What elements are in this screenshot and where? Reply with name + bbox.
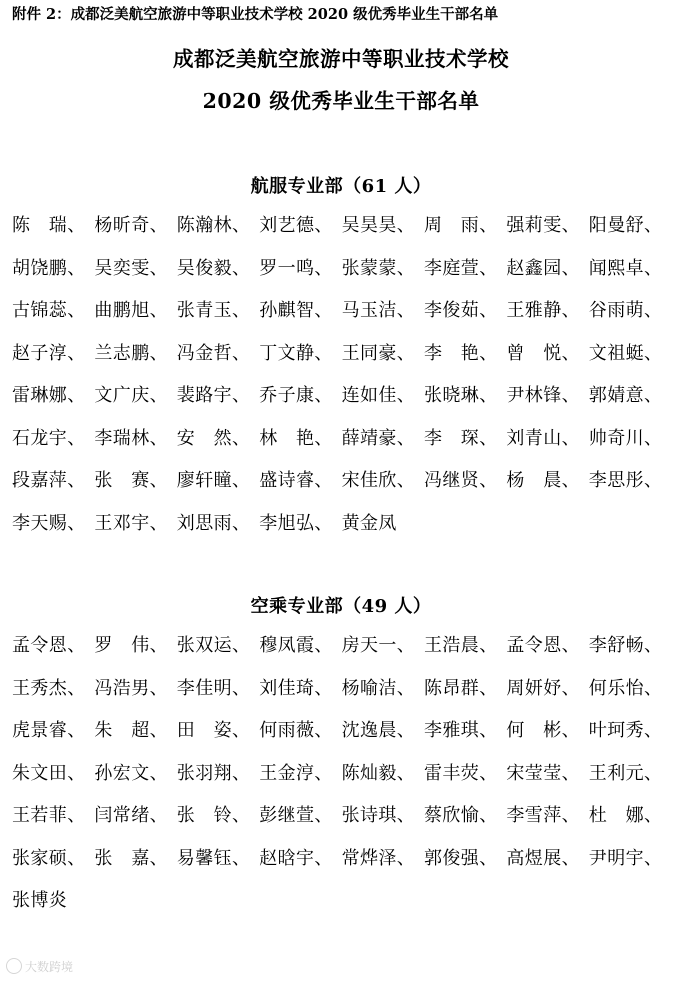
person-name: 张蒙蒙、 (341, 257, 416, 279)
person-name: 王金涥、 (259, 762, 333, 784)
person-name: 杨 晨、 (506, 470, 580, 491)
person-name: 安 然、 (176, 427, 251, 449)
person-name: 陈昂群、 (424, 677, 498, 699)
person-name: 陈 瑞、 (12, 215, 86, 236)
person-name: 张博炎 (12, 890, 68, 911)
person-name: 刘艺德、 (259, 215, 333, 236)
person-name: 王邓宇、 (94, 512, 168, 534)
person-name: 蔡欣愉、 (424, 805, 498, 826)
person-name: 谷雨萌、 (588, 300, 663, 321)
person-name: 李佳明、 (176, 677, 251, 699)
person-name: 雷琳娜、 (12, 385, 86, 406)
person-name: 张 嘉、 (94, 847, 168, 869)
section-heading-kongcheng: 空乘专业部（49 人） (250, 596, 432, 617)
person-name: 李 琛、 (424, 427, 498, 449)
person-name: 林 艳、 (259, 427, 333, 449)
person-name: 盛诗睿、 (259, 470, 333, 491)
person-name: 李舒畅、 (588, 635, 663, 656)
person-name: 古锦蕊、 (12, 300, 86, 321)
person-name: 孟令恩、 (12, 635, 86, 656)
person-name: 田 姿、 (176, 720, 251, 741)
person-name: 刘佳琦、 (259, 677, 333, 699)
person-name: 彭继萱、 (259, 805, 333, 826)
person-name: 裴路宇、 (176, 385, 251, 406)
person-name: 闻熙卓、 (588, 257, 663, 279)
person-name: 王雅静、 (506, 300, 580, 321)
person-name: 薛靖豪、 (341, 427, 416, 449)
person-name: 尹明宇、 (588, 847, 663, 869)
person-name: 强莉雯、 (506, 215, 580, 236)
person-name: 王秀杰、 (12, 677, 86, 699)
person-name: 文祖蜓、 (588, 342, 663, 364)
person-name: 连如佳、 (341, 385, 416, 406)
person-name: 阳曼舒、 (588, 215, 663, 236)
person-name: 周妍妤、 (506, 677, 580, 699)
person-name: 李旭弘、 (259, 512, 333, 534)
person-name: 张 铃、 (176, 805, 251, 826)
person-name: 丁文静、 (259, 342, 333, 364)
watermark-logo-icon (6, 958, 22, 974)
person-name: 李俊茹、 (424, 300, 498, 321)
person-name: 李庭萱、 (424, 257, 498, 279)
person-name: 房天一、 (341, 635, 416, 656)
person-name: 张 赛、 (94, 470, 168, 491)
person-name: 王若菲、 (12, 805, 86, 826)
person-name: 常烨泽、 (341, 847, 416, 869)
person-name: 易馨钰、 (176, 847, 251, 869)
person-name: 王浩晨、 (424, 635, 498, 656)
person-name: 冯继贤、 (424, 470, 498, 491)
person-name: 罗一鸣、 (259, 257, 333, 279)
person-name: 王利元、 (588, 762, 663, 784)
person-name: 张双运、 (176, 635, 251, 656)
watermark (6, 958, 73, 975)
person-name: 陈灿毅、 (341, 762, 416, 784)
person-name: 穆凤霞、 (259, 635, 333, 656)
person-name: 段嘉萍、 (12, 470, 86, 491)
person-name: 闫常绪、 (94, 805, 168, 826)
person-name: 孙麒智、 (259, 300, 333, 321)
person-name: 沈逸晨、 (341, 720, 416, 741)
person-name: 李 艳、 (424, 342, 498, 364)
person-name: 吴昊昊、 (341, 215, 416, 236)
person-name: 杜 娜、 (588, 805, 663, 826)
person-name: 尹林锋、 (506, 385, 580, 406)
person-name: 胡饶鹏、 (12, 257, 86, 279)
section-heading-hangfu: 航服专业部（61 人） (250, 176, 432, 197)
person-name: 孙宏文、 (94, 762, 168, 784)
person-name: 赵鑫园、 (506, 257, 580, 279)
person-name: 高煜展、 (506, 847, 580, 869)
person-name: 马玉洁、 (341, 300, 416, 321)
document-subtitle: 2020 级优秀毕业生干部名单 (202, 89, 480, 113)
person-name: 文广庆、 (94, 385, 168, 406)
person-name: 郭俊强、 (424, 847, 498, 869)
person-name: 黄金凤 (341, 512, 397, 534)
person-name: 虎景睿、 (12, 720, 86, 741)
person-name: 叶珂秀、 (588, 720, 663, 741)
person-name: 吴俊毅、 (176, 257, 251, 279)
person-name: 兰志鹏、 (94, 342, 168, 364)
person-name: 陈瀚林、 (176, 215, 251, 236)
person-name: 刘青山、 (506, 427, 580, 449)
person-name: 宋莹莹、 (506, 762, 580, 784)
person-name: 杨喻洁、 (341, 677, 416, 699)
attachment-line: 附件 2：成都泛美航空旅游中等职业技术学校 2020 级优秀毕业生干部名单 (12, 6, 499, 23)
person-name: 李雅琪、 (424, 720, 498, 741)
person-name: 赵子淳、 (12, 342, 86, 364)
person-name: 张诗琪、 (341, 805, 416, 826)
person-name: 何 彬、 (506, 720, 580, 741)
person-name: 郭婧意、 (588, 385, 663, 406)
person-name: 廖轩瞳、 (176, 470, 251, 491)
person-name: 朱 超、 (94, 720, 168, 741)
person-name: 朱文田、 (12, 762, 86, 784)
person-name: 张晓琳、 (424, 385, 498, 406)
person-name: 张家硕、 (12, 847, 86, 869)
person-name: 王同豪、 (341, 342, 416, 364)
person-name: 何乐怡、 (588, 677, 663, 699)
person-name: 何雨薇、 (259, 720, 333, 741)
person-name: 李瑞林、 (94, 427, 168, 449)
person-name: 帅奇川、 (588, 427, 663, 449)
person-name: 石龙宇、 (12, 427, 86, 449)
document-title: 成都泛美航空旅游中等职业技术学校 (173, 47, 509, 71)
person-name: 李天赐、 (12, 512, 86, 534)
person-name: 曾 悦、 (506, 342, 580, 364)
person-name: 张青玉、 (176, 300, 251, 321)
person-name: 冯浩男、 (94, 677, 168, 699)
person-name: 雷丰荧、 (424, 762, 498, 784)
person-name: 李思彤、 (588, 470, 663, 491)
person-name: 吴奕雯、 (94, 257, 168, 279)
person-name: 张羽翔、 (176, 762, 251, 784)
watermark-text: 大数跨境 (25, 960, 74, 974)
person-name: 冯金哲、 (176, 342, 251, 364)
person-name: 李雪萍、 (506, 805, 580, 826)
person-name: 杨昕奇、 (94, 215, 168, 236)
person-name: 刘思雨、 (176, 512, 251, 534)
person-name: 曲鹏旭、 (94, 300, 168, 321)
person-name: 罗 伟、 (94, 635, 168, 656)
person-name: 孟令恩、 (506, 635, 580, 656)
person-name: 赵晗宇、 (259, 847, 333, 869)
person-name: 乔子康、 (259, 385, 333, 406)
person-name: 周 雨、 (424, 215, 498, 236)
person-name: 宋佳欣、 (341, 470, 416, 491)
